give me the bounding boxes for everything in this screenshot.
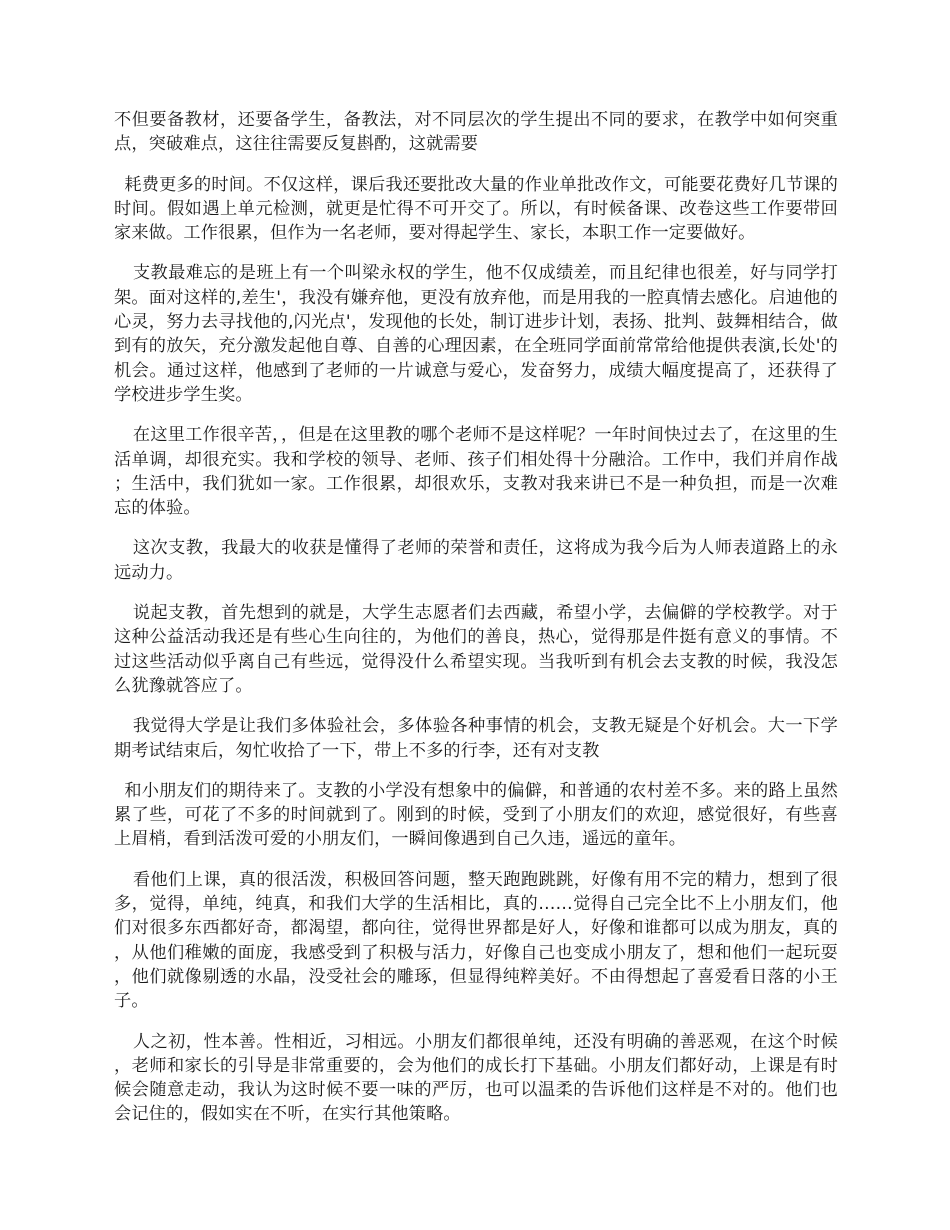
paragraph-3: 支教最难忘的是班上有一个叫梁永权的学生，他不仅成绩差，而且纪律也很差，好与同学打架。面对这样的,差生'，我没有嫌弃他，更没有放弃他，而是用我的一腔真情去感化。启迪他的心灵，努力去寻找他的,闪光点'，发现他的长处，制订进步计划，表扬、批判、鼓舞相结合，做到有的放矢，充分激发起他自尊、自善的心理因素，在全班同学面前常常给他提供表演,长处'的机会。通过这样，他感到了老师的一片诚意与爱心，发奋努力，成绩大幅度提高了，还获得了学校进步学生奖。 — [114, 263, 838, 405]
paragraph-5: 这次支教，我最大的收获是懂得了老师的荣誉和责任，这将成为我今后为人师表道路上的永远动力。 — [114, 538, 838, 583]
paragraph-8: 和小朋友们的期待来了。支教的小学没有想象中的偏僻，和普通的农村差不多。来的路上虽然累了些，可花了不多的时间就到了。刚到的时候，受到了小朋友们的欢迎，感觉很好，有些喜上眉梢，看到活泼可爱的小朋友们，一瞬间像遇到自己久违，遥远的童年。 — [114, 780, 838, 850]
paragraph-2: 耗费更多的时间。不仅这样，课后我还要批改大量的作业单批改作文，可能要花费好几节课的时间。假如遇上单元检测，就更是忙得不可开交了。所以，有时候备课、改卷这些工作要带回家来做。工作很累，但作为一名老师，要对得起学生、家长，本职工作一定要做好。 — [114, 174, 838, 244]
paragraph-10: 人之初，性本善。性相近，习相远。小朋友们都很单纯，还没有明确的善恶观，在这个时候，老师和家长的引导是非常重要的，会为他们的成长打下基础。小朋友们都好动，上课是有时候会随意走动，我认为这时候不要一味的严厉，也可以温柔的告诉他们这样是不对的。他们也会记住的，假如实在不听，在实行其他策略。 — [114, 1031, 838, 1125]
paragraph-6: 说起支教，首先想到的就是，大学生志愿者们去西藏，希望小学，去偏僻的学校教学。对于这种公益活动我还是有些心生向往的，为他们的善良，热心，觉得那是件挺有意义的事情。不过这些活动似乎离自己有些远，觉得没什么希望实现。当我听到有机会去支教的时候，我没怎么犹豫就答应了。 — [114, 603, 838, 696]
paragraph-9: 看他们上课，真的很活泼，积极回答问题，整天跑跑跳跳，好像有用不完的精力，想到了很多，觉得，单纯，纯真，和我们大学的生活相比，真的……觉得自己完全比不上小朋友们，他们对很多东西都好奇，都渴望，都向往，觉得世界都是好人，好像和谁都可以成为朋友，真的，从他们稚嫩的面庞，我感受到了积极与活力，好像自己也变成小朋友了，想和他们一起玩耍，他们就像剔透的水晶，没受社会的雕琢，但显得纯粹美好。不由得想起了喜爱看日落的小王子。 — [114, 869, 838, 1012]
paragraph-4: 在这里工作很辛苦，，但是在这里教的哪个老师不是这样呢？一年时间快过去了，在这里的生活单调，却很充实。我和学校的领导、老师、孩子们相处得十分融洽。工作中，我们并肩作战；生活中，我们犹如一家。工作很累，却很欢乐，支教对我来讲已不是一种负担，而是一次难忘的体验。 — [114, 425, 838, 519]
paragraph-7: 我觉得大学是让我们多体验社会，多体验各种事情的机会，支教无疑是个好机会。大一下学期考试结束后，匆忙收拾了一下，带上不多的行李，还有对支教 — [114, 716, 838, 761]
paragraph-1: 不但要备教材，还要备学生，备教法，对不同层次的学生提出不同的要求，在教学中如何突重点，突破难点，这往往需要反复斟酌，这就需要 — [114, 110, 838, 155]
